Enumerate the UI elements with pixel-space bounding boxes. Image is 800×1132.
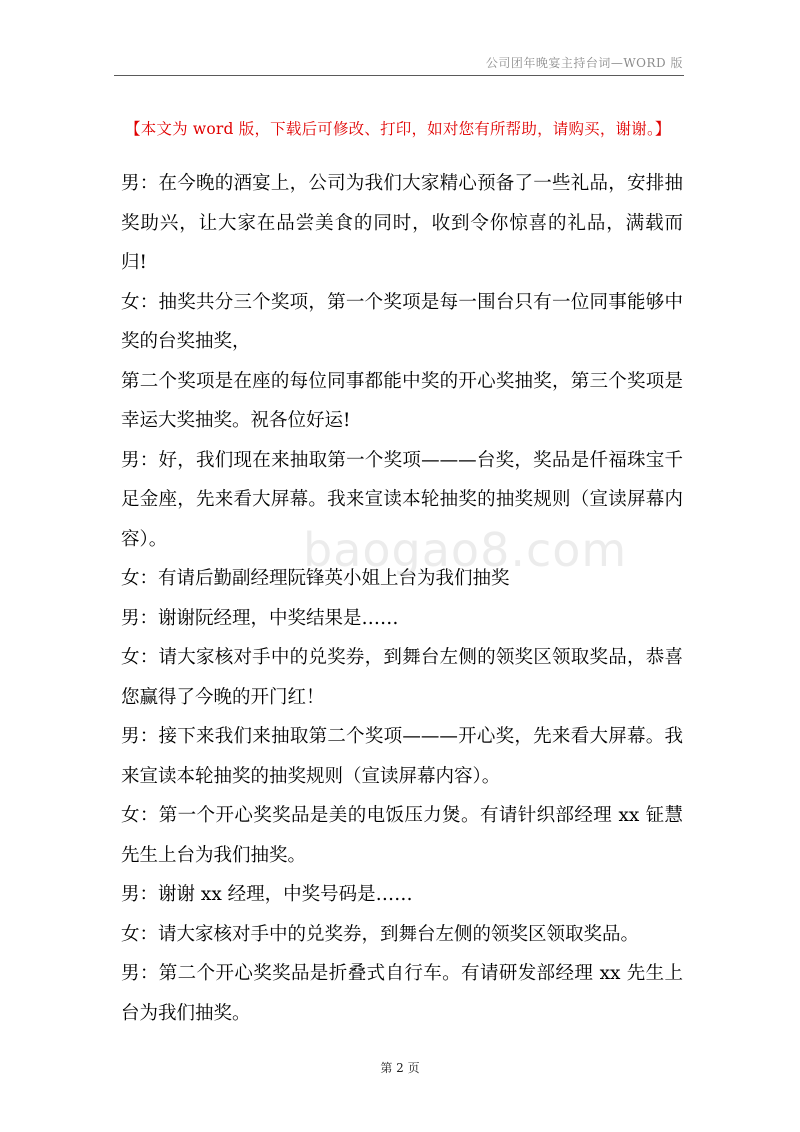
page-number: 第 2 页 [380,1061,420,1075]
paragraph: 女：请大家核对手中的兑奖券，到舞台左侧的领奖区领取奖品。 [121,923,640,945]
paragraph: 女：第一个开心奖奖品是美的电饭压力煲。有请针织部经理 xx 钲慧先生上台为我们抽奖。 [121,805,683,866]
header-divider [114,75,684,76]
paragraph: 男：好，我们现在来抽取第一个奖项———台奖，奖品是仟福珠宝千足金座，先来看大屏幕。我来宣读本轮抽奖的抽奖规则（宣读屏幕内容）。 [121,449,683,550]
watermark: baogao8.com [303,523,628,577]
paragraph: 男：谢谢阮经理，中奖结果是…… [121,607,399,629]
paragraph: 女：有请后勤副经理阮锋英小姐上台为我们抽奖 [121,568,510,589]
paragraph: 男：接下来我们来抽取第二个奖项———开心奖，先来看大屏幕。我来宣读本轮抽奖的抽奖规则（宣读屏幕内容）。 [121,726,683,787]
paragraph: 男：谢谢 xx 经理，中奖号码是…… [121,884,413,905]
paragraph: 男：在今晚的酒宴上，公司为我们大家精心预备了一些礼品，安排抽奖助兴，让大家在品尝美食的同时，收到令你惊喜的礼品，满载而归! [121,173,683,273]
paragraph: 女：请大家核对手中的兑奖券，到舞台左侧的领奖区领取奖品，恭喜您赢得了今晚的开门红！ [121,647,683,708]
paragraph: 女：抽奖共分三个奖项，第一个奖项是每一围台只有一位同事能够中奖的台奖抽奖， [121,291,683,352]
paragraph: 男：第二个开心奖奖品是折叠式自行车。有请研发部经理 xx 先生上台为我们抽奖。 [121,963,683,1024]
document-body [121,164,683,1033]
paragraph: 第二个奖项是在座的每位同事都能中奖的开心奖抽奖，第三个奖项是幸运大奖抽奖。祝各位好运! [121,370,683,431]
download-notice: 【本文为 word 版，下载后可修改、打印，如对您有所帮助，请购买，谢谢。】 [125,120,671,138]
page-header-title: 公司团年晚宴主持台词—WORD 版 [485,56,683,70]
